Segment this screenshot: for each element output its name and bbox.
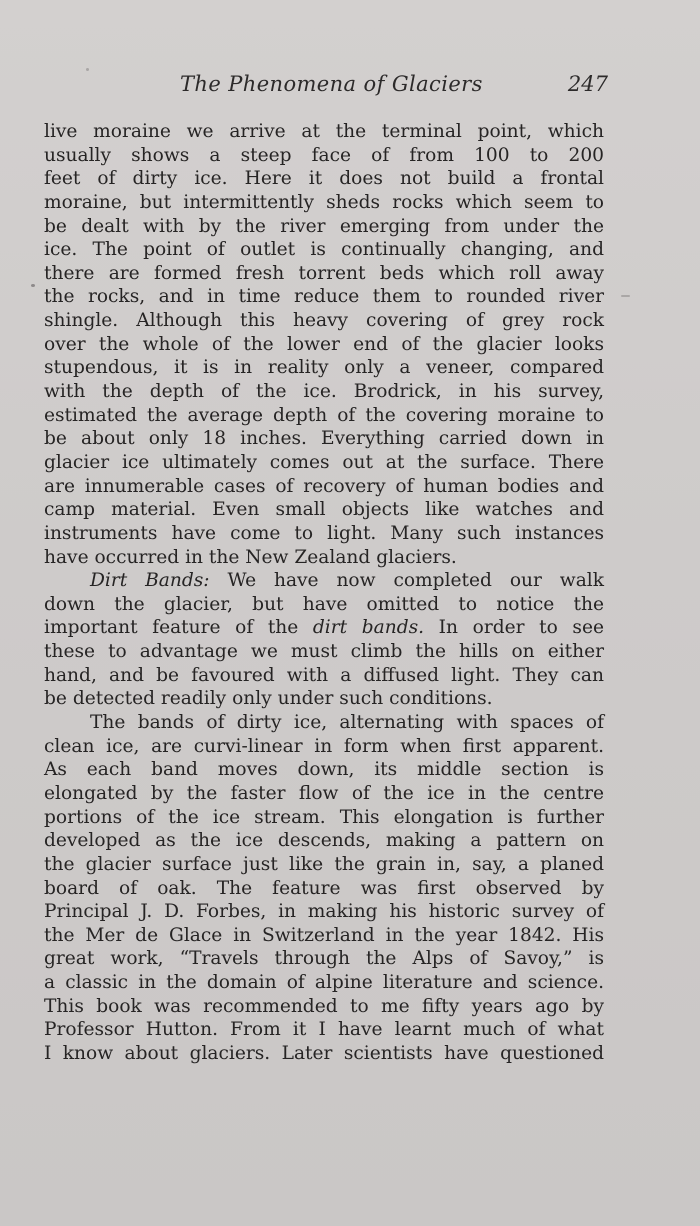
page-number: 247 xyxy=(567,72,608,96)
text-line: be dealt with by the river emerging from under the xyxy=(44,215,604,237)
text-line: This book was recommended to me fifty years ago by xyxy=(44,995,604,1017)
text-run: In order to see xyxy=(424,617,604,639)
text-run: We have now completed our walk xyxy=(209,570,604,592)
text-line: As each band moves down, its middle section is xyxy=(44,759,604,781)
text-line: clean ice, are curvi-linear in form when first apparent. xyxy=(44,735,604,757)
paper-speck xyxy=(31,284,35,287)
body-text xyxy=(44,120,604,1066)
text-line: usually shows a steep face of from 100 to 200 xyxy=(44,144,604,166)
text-line: feet of dirty ice. Here it does not build a frontal xyxy=(44,168,604,190)
text-line: over the whole of the lower end of the glacier looks xyxy=(44,333,604,355)
text-line: ice. The point of outlet is continually changing, and xyxy=(44,239,604,261)
text-line: estimated the average depth of the covering moraine to xyxy=(44,404,604,426)
paper-speck xyxy=(621,295,630,297)
text-line: have occurred in the New Zealand glaciers. xyxy=(44,546,457,568)
text-line: hand, and be favoured with a diffused light. They can xyxy=(44,664,604,686)
text-line: be about only 18 inches. Everything carried down in xyxy=(44,428,604,450)
text-line: Principal J. D. Forbes, in making his historic survey of xyxy=(44,901,604,923)
text-line: these to advantage we must climb the hills on either xyxy=(44,641,604,663)
text-line: glacier ice ultimately comes out at the surface. There xyxy=(44,451,604,473)
italic-term: dirt bands. xyxy=(312,617,425,639)
text-line: the glacier surface just like the grain in, say, a planed xyxy=(44,853,604,875)
running-head xyxy=(44,72,608,102)
text-line: moraine, but intermittently sheds rocks which seem to xyxy=(44,191,604,213)
text-line: instruments have come to light. Many such instances xyxy=(44,522,604,544)
text-line: Professor Hutton. From it I have learnt much of what xyxy=(44,1019,604,1041)
text-line: I know about glaciers. Later scientists have questioned xyxy=(44,1042,604,1064)
text-line: elongated by the faster flow of the ice in the centre xyxy=(44,782,604,804)
text-line: live moraine we arrive at the terminal point, which xyxy=(44,121,604,142)
text-line: the rocks, and in time reduce them to rounded river xyxy=(44,286,604,308)
running-head-title: The Phenomena of Glaciers xyxy=(180,72,483,96)
text-line: the Mer de Glace in Switzerland in the year 1842. His xyxy=(44,924,604,946)
text-line: board of oak. The feature was first observed by xyxy=(44,877,604,899)
text-line: stupendous, it is in reality only a veneer, compared xyxy=(44,357,604,379)
text-line: developed as the ice descends, making a pattern on xyxy=(44,830,604,852)
text-line: down the glacier, but have omitted to notice the xyxy=(44,593,604,615)
text-line: a classic in the domain of alpine literature and science. xyxy=(44,972,604,994)
text-line: portions of the ice stream. This elongation is further xyxy=(44,806,604,828)
text-run: important feature of the xyxy=(44,617,313,639)
section-run-in-heading: Dirt Bands: xyxy=(90,570,210,592)
text-line: there are formed fresh torrent beds which roll away xyxy=(44,262,604,284)
text-line xyxy=(44,569,604,593)
text-line: The bands of dirty ice, alternating with spaces of xyxy=(90,712,604,734)
text-line: be detected readily only under such conditions. xyxy=(44,688,493,710)
text-line: are innumerable cases of recovery of human bodies and xyxy=(44,475,604,497)
text-line: camp material. Even small objects like watches and xyxy=(44,499,604,521)
paper-speck xyxy=(86,68,89,71)
text-line: with the depth of the ice. Brodrick, in his survey, xyxy=(44,381,604,403)
text-line: great work, “Travels through the Alps of Savoy,” is xyxy=(44,948,604,970)
text-line: shingle. Although this heavy covering of grey rock xyxy=(44,310,604,332)
text-line xyxy=(44,616,604,640)
